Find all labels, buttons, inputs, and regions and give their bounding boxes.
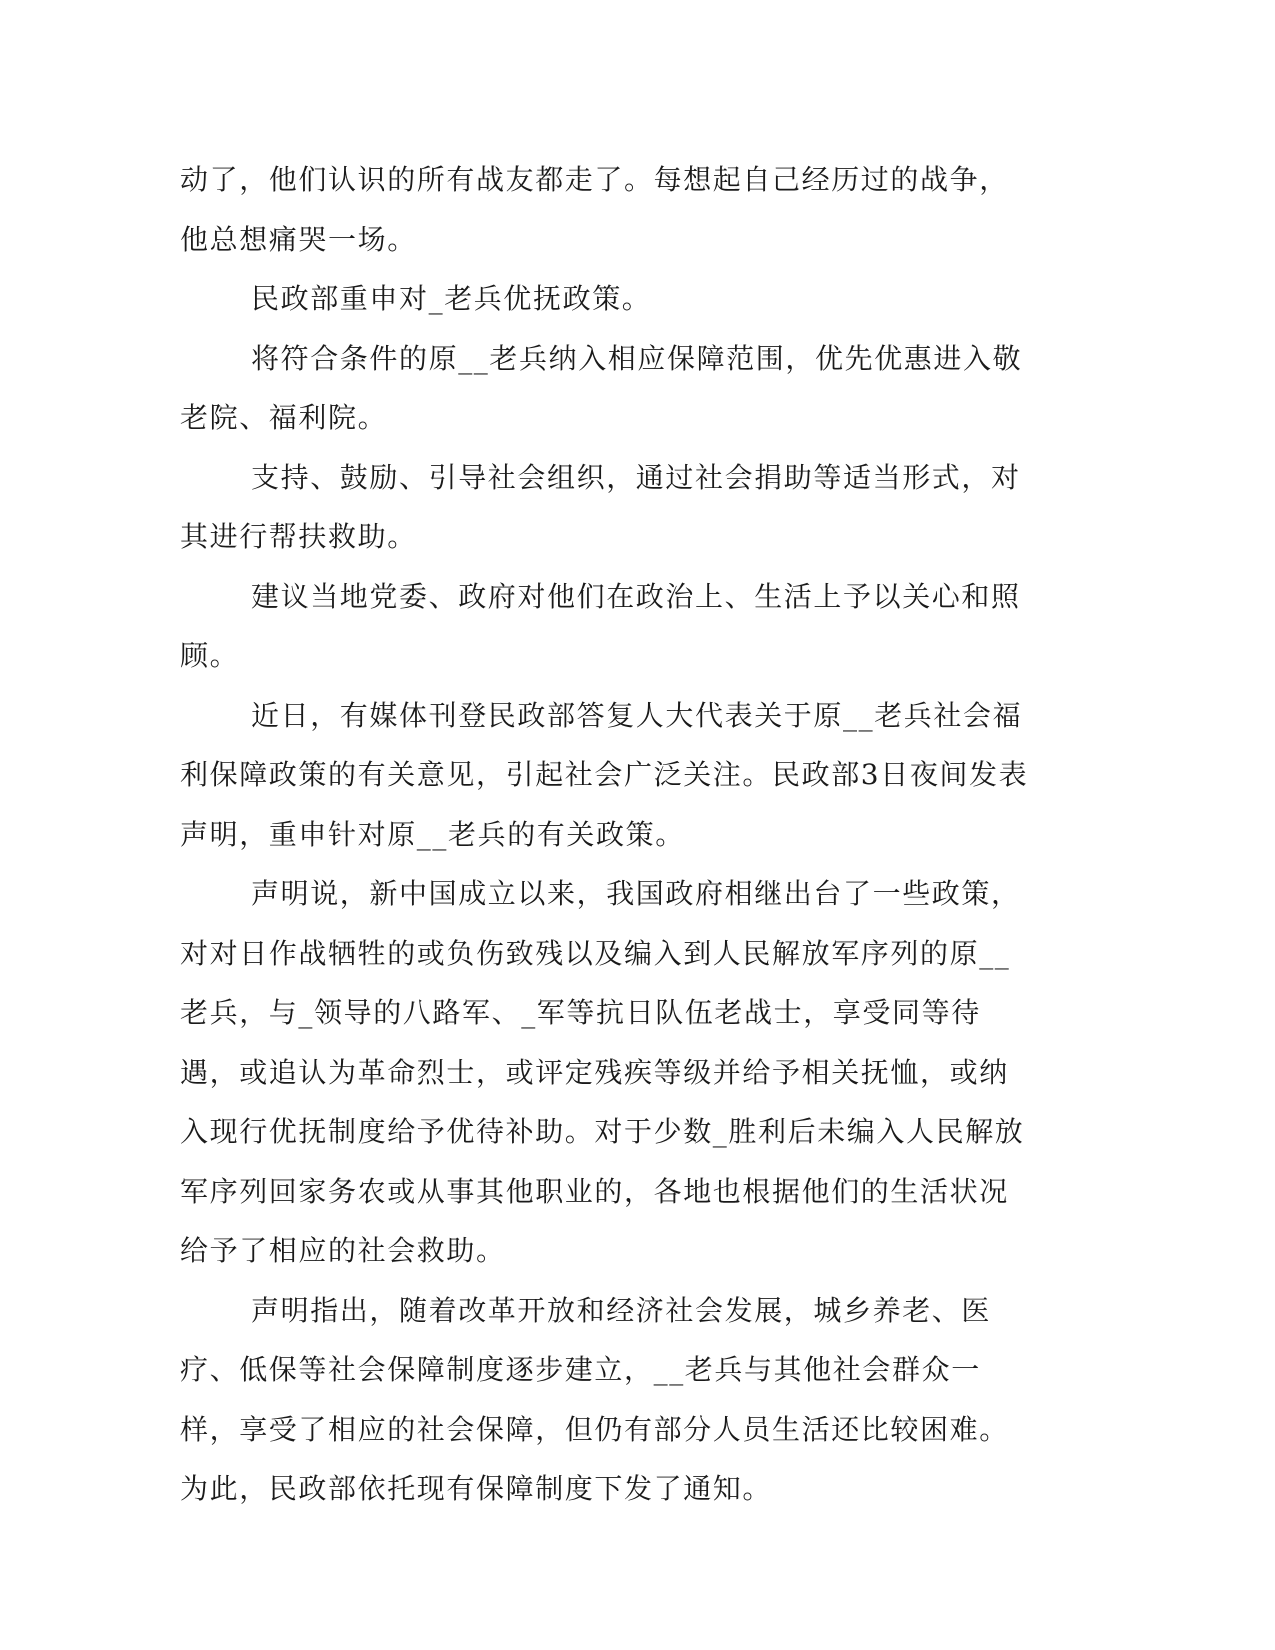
paragraph-8: 声明指出，随着改革开放和经济社会发展，城乡养老、医疗、低保等社会保障制度逐步建立，__老兵与其他社会群众一样，享受了相应的社会保障，但仍有部分人员生活还比较困难。为此，民政部依托现有保障制度下发了通知。 (180, 1293, 1009, 1505)
paragraph-2: 民政部重申对_老兵优抚政策。 (251, 282, 652, 315)
paragraph-1: 动了，他们认识的所有战友都走了。每想起自己经历过的战争，他总想痛哭一场。 (180, 163, 1009, 256)
paragraph-7: 声明说，新中国成立以来，我国政府相继出台了一些政策，对对日作战牺牲的或负伤致残以及编入到人民解放军序列的原__老兵，与_领导的八路军、_军等抗日队伍老战士，享受同等待遇，或追认为革命烈士，或评定残疾等级并给予相关抚恤，或纳入现行优抚制度给予优待补助。对于少数_胜利后未编入人民解放军序列回家务农或从事其他职业的，各地也根据他们的生活状况给予了相应的社会救助。 (180, 877, 1025, 1267)
paragraph-3: 将符合条件的原__老兵纳入相应保障范围，优先优惠进入敬老院、福利院。 (180, 341, 1023, 434)
paragraph-4: 支持、鼓励、引导社会组织，通过社会捐助等适当形式，对其进行帮扶救助。 (180, 460, 1021, 553)
document-body (180, 150, 1030, 1519)
paragraph-6: 近日，有媒体刊登民政部答复人大代表关于原__老兵社会福利保障政策的有关意见，引起社会广泛关注。民政部3日夜间发表声明，重申针对原__老兵的有关政策。 (180, 698, 1029, 851)
paragraph-5: 建议当地党委、政府对他们在政治上、生活上予以关心和照顾。 (180, 579, 1021, 672)
